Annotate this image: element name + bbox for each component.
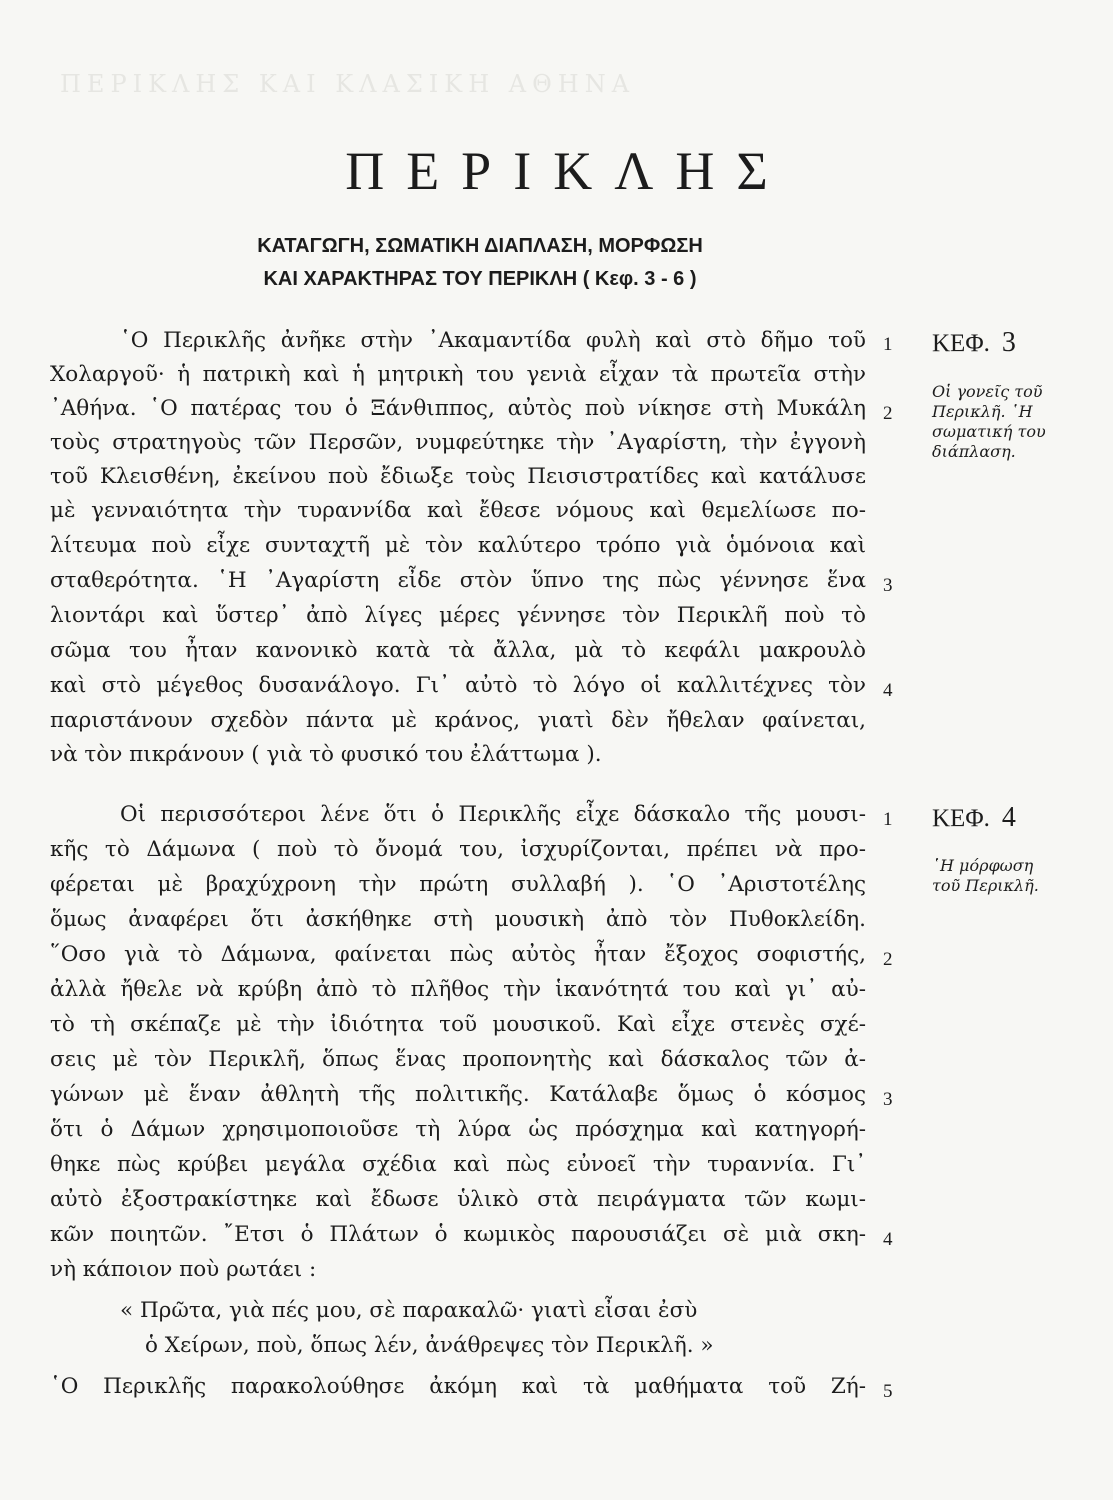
- chapter-3-note: [932, 382, 1092, 462]
- text-line: τοὺς στρατηγοὺς τῶν Περσῶν, νυμφεύτηκε τὴν ᾽Αγαρίστη, τὴν ἐγγονὴ: [50, 430, 866, 455]
- paragraph-number: 2: [883, 949, 893, 970]
- chapter-4-heading: [932, 803, 1016, 834]
- text-line: ῞Οσο γιὰ τὸ Δάμωνα, φαίνεται πὼς αὐτὸς ἦταν ἔξοχος σοφιστής,: [50, 942, 866, 967]
- paragraph-number: 4: [883, 1229, 893, 1250]
- text-line: λιοντάρι καὶ ὕστερ᾽ ἀπὸ λίγες μέρες γέννησε τὸν Περικλῆ ποὺ τὸ: [50, 603, 866, 628]
- chapter-number: 4: [1001, 802, 1016, 833]
- text-line: ὅμως ἀναφέρει ὅτι ἀσκήθηκε στὴ μουσικὴ ἀπὸ τὸν Πυθοκλείδη.: [50, 907, 866, 932]
- paragraph-number: 1: [883, 334, 893, 355]
- text-line: ῾Ο Περικλῆς ἀνῆκε στὴν ᾽Ακαμαντίδα φυλὴ καὶ στὸ δῆμο τοῦ: [120, 328, 866, 353]
- note-line: Οἱ γονεῖς τοῦ: [932, 382, 1043, 401]
- text-line: αὐτὸ ἐξοστρακίστηκε καὶ ἔδωσε ὑλικὸ στὰ πειράγματα τῶν κωμι-: [50, 1187, 866, 1212]
- page-title: ΠΕΡΙΚΛΗΣ: [345, 141, 790, 201]
- note-line: Περικλῆ. ῾Η: [932, 402, 1033, 421]
- paragraph-number: 4: [883, 680, 893, 701]
- text-line: ἀλλὰ ἤθελε νὰ κρύβη ἀπὸ τὸ πλῆθος τὴν ἱκανότητά του καὶ γι᾽ αὐ-: [50, 977, 866, 1002]
- bleed-through-header: ΠΕΡΙΚΛΗΣ ΚΑΙ ΚΛΑΣΙΚΗ ΑΘΗΝΑ: [60, 70, 636, 98]
- text-line: τὸ τὴ σκέπαζε μὲ τὴν ἰδιότητα τοῦ μουσικοῦ. Καὶ εἶχε στενὲς σχέ-: [50, 1012, 866, 1037]
- text-line: γώνων μὲ ἕναν ἀθλητὴ τῆς πολιτικῆς. Κατάλαβε ὅμως ὁ κόσμος: [50, 1082, 866, 1107]
- note-line: τοῦ Περικλῆ.: [932, 876, 1039, 895]
- text-line: ῾Ο Περικλῆς παρακολούθησε ἀκόμη καὶ τὰ μαθήματα τοῦ Ζή-: [50, 1374, 866, 1399]
- text-line: ᾽Αθήνα. ῾Ο πατέρας του ὁ Ξάνθιππος, αὐτὸς ποὺ νίκησε στὴ Μυκάλη: [50, 396, 866, 421]
- text-line: τοῦ Κλεισθένη, ἐκείνου ποὺ ἔδιωξε τοὺς Πεισιστρατίδες καὶ κατάλυσε: [50, 464, 866, 489]
- text-line: καὶ στὸ μέγεθος δυσανάλογο. Γι᾽ αὐτὸ τὸ λόγο οἱ καλλιτέχνες τὸν: [50, 673, 866, 698]
- chapter-subtitle: [130, 230, 830, 296]
- chapter-number: 3: [1001, 327, 1016, 358]
- paragraph-number: 3: [883, 1089, 893, 1110]
- note-line: διάπλαση.: [932, 442, 1016, 461]
- text-line: παριστάνουν σχεδὸν πάντα μὲ κράνος, γιατὶ δὲν ἤθελαν φαίνεται,: [50, 708, 866, 733]
- text-line: λίτευμα ποὺ εἶχε συνταχτῆ μὲ τὸν καλύτερο τρόπο γιὰ ὁμόνοια καὶ: [50, 533, 866, 558]
- quote-line: « Πρῶτα, γιὰ πές μου, σὲ παρακαλῶ· γιατὶ εἶσαι ἐσὺ: [120, 1298, 698, 1323]
- text-line: φέρεται μὲ βραχύχρονη τὴν πρώτη συλλαβή ). ῾Ο ᾽Αριστοτέλης: [50, 872, 866, 897]
- paragraph-number: 3: [883, 575, 893, 596]
- chapter-4-note: [932, 856, 1092, 896]
- text-line: ὅτι ὁ Δάμων χρησιμοποιοῦσε τὴ λύρα ὡς πρόσχημα καὶ κατηγορή-: [50, 1117, 866, 1142]
- subtitle-line-1: ΚΑΤΑΓΩΓΗ, ΣΩΜΑΤΙΚΗ ΔΙΑΠΛΑΣΗ, ΜΟΡΦΩΣΗ: [257, 235, 703, 257]
- paragraph-number: 1: [883, 809, 893, 830]
- text-line: μὲ γενναιότητα τὴν τυραννίδα καὶ ἔθεσε νόμους καὶ θεμελίωσε πο-: [50, 498, 866, 523]
- text-line: Οἱ περισσότεροι λένε ὅτι ὁ Περικλῆς εἶχε δάσκαλο τῆς μουσι-: [120, 802, 866, 827]
- text-line: κῶν ποιητῶν. ῎Ετσι ὁ Πλάτων ὁ κωμικὸς παρουσιάζει σὲ μιὰ σκη-: [50, 1222, 866, 1247]
- paragraph-number: 2: [883, 403, 893, 424]
- note-line: σωματική του: [932, 422, 1046, 441]
- text-line: σῶμα του ἦταν κανονικὸ κατὰ τὰ ἄλλα, μὰ τὸ κεφάλι μακρουλὸ: [50, 638, 866, 663]
- note-line: ῾Η μόρφωση: [932, 856, 1034, 875]
- quote-line: ὁ Χείρων, ποὺ, ὅπως λέν, ἀνάθρεψες τὸν Περικλῆ. »: [145, 1333, 714, 1358]
- text-line: νὰ τὸν πικράνουν ( γιὰ τὸ φυσικό του ἐλάττωμα ).: [50, 742, 602, 767]
- chapter-label: ΚΕΦ.: [932, 330, 990, 357]
- chapter-label: ΚΕΦ.: [932, 805, 990, 832]
- text-line: θηκε πὼς κρύβει μεγάλα σχέδια καὶ πὼς εὐνοεῖ τὴν τυραννία. Γι᾽: [50, 1152, 866, 1177]
- subtitle-line-2: ΚΑΙ ΧΑΡΑΚΤΗΡΑΣ ΤΟΥ ΠΕΡΙΚΛΗ ( Κεφ. 3 - 6 ): [263, 268, 697, 290]
- chapter-3-heading: [932, 328, 1016, 359]
- paragraph-number: 5: [883, 1381, 893, 1402]
- text-line: σεις μὲ τὸν Περικλῆ, ὅπως ἕνας προπονητὴς καὶ δάσκαλος τῶν ἀ-: [50, 1047, 866, 1072]
- text-line: νὴ κάποιον ποὺ ρωτάει :: [50, 1257, 317, 1282]
- text-line: σταθερότητα. ῾Η ᾽Αγαρίστη εἶδε στὸν ὕπνο της πὼς γέννησε ἕνα: [50, 568, 866, 593]
- text-line: κῆς τὸ Δάμωνα ( ποὺ τὸ ὄνομά του, ἰσχυρίζονται, πρέπει νὰ προ-: [50, 837, 866, 862]
- text-line: Χολαργοῦ· ἡ πατρικὴ καὶ ἡ μητρικὴ του γενιὰ εἶχαν τὰ πρωτεῖα στὴν: [50, 362, 866, 387]
